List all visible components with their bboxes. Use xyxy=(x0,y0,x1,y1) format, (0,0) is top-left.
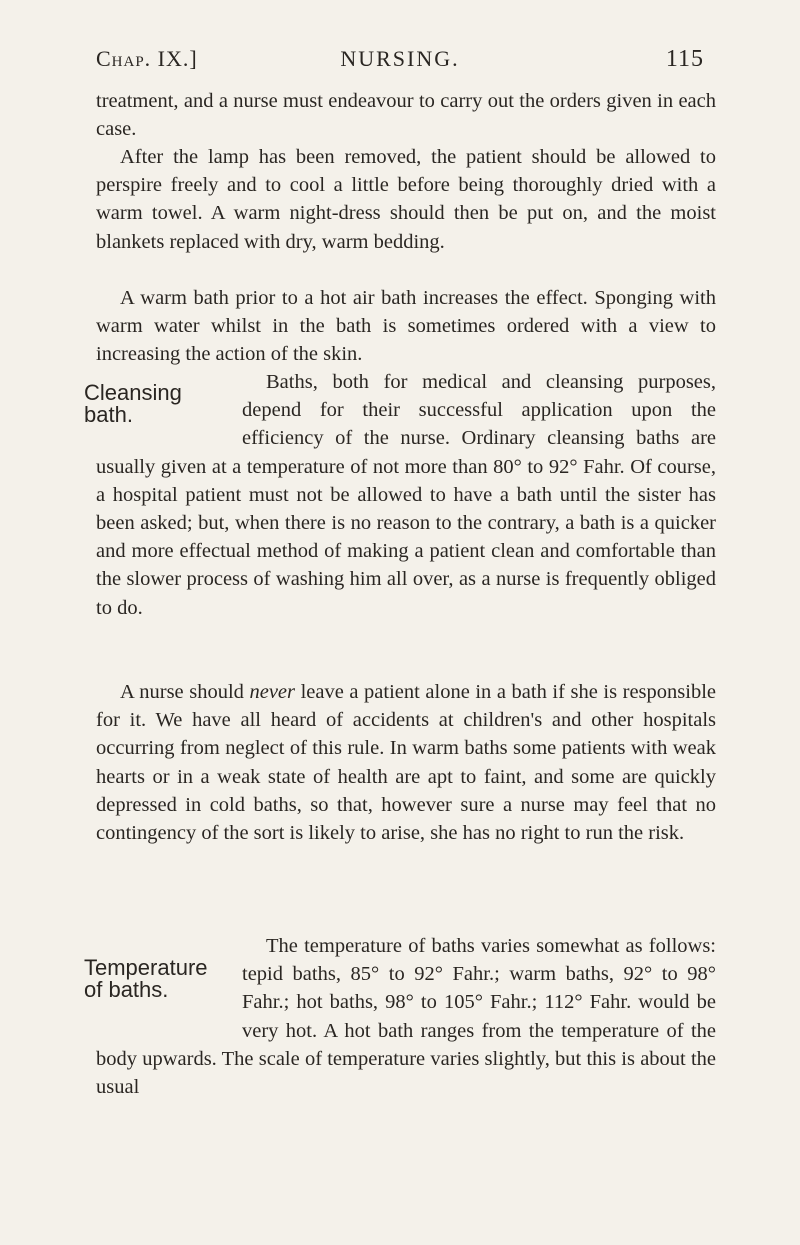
sidenote-temperature-of-baths: Temperature of baths. xyxy=(84,955,208,1002)
chapter-label: Chap. IX.] xyxy=(96,46,198,71)
running-head xyxy=(96,46,704,76)
paragraph-4 xyxy=(96,368,716,622)
paragraph-3: A warm bath prior to a hot air bath increases the effect. Sponging with warm water whilst in the bath is sometimes ordered with a view to increasing the action of the skin. xyxy=(96,287,716,366)
paragraph-6-text: The temperature of baths varies somewhat as follows: tepid baths, 85° to 92° Fahr.; warm baths, 92° to 98° Fahr.; hot baths, 98° to 105° Fahr.; 112° Fahr. would be very hot. A hot bath ranges from the temperature of the body upwards. The scale of temperature varies slightly, but this is about the usual xyxy=(96,935,716,1099)
paragraph-1: treatment, and a nurse must endeavour to carry out the orders given in each case. xyxy=(96,90,716,141)
paragraph-5-start: A nurse should xyxy=(120,681,250,703)
paragraph-4-text: Baths, both for medical and cleansing purposes, depend for their successful application upon the efficiency of the nurse. Ordinary cleansing baths are usually given at a temperature of not more than 80° to 92° Fahr. Of course, a hospital patient must not be allowed to have a bath until the sister has been asked; but, when there is no reason to the contrary, a bath is a quicker and more effectual method of making a patient clean and comfortable than the slower process of washing him all over, as a nurse is frequently obliged to do. xyxy=(96,371,716,619)
paragraph-6 xyxy=(96,932,716,1101)
emphasis-never: never xyxy=(249,681,295,703)
running-title: NURSING. xyxy=(340,46,460,71)
sidenote-cleansing-bath: Cleansing bath. xyxy=(84,380,182,427)
page-number: 115 xyxy=(665,46,704,72)
sidenote-spacer xyxy=(96,932,242,1044)
paragraph-5-rest: leave a patient alone in a bath if she is responsible for it. We have all heard of accidents at children's and other hospitals occurring from neglect of this rule. In warm baths some patients with weak hearts or in a weak state of health are apt to faint, and some are quickly depressed in cold baths, so that, however sure a nurse may feel that no contingency of the sort is likely to arise, she has no right to run the risk. xyxy=(96,681,716,845)
sidenote-spacer xyxy=(96,368,242,452)
paragraph-2: After the lamp has been removed, the patient should be allowed to perspire freely and to cool a little before being thoroughly dried with a warm towel. A warm night-dress should then be put on, and the moist blankets replaced with dry, warm bedding. xyxy=(96,146,716,253)
paragraph-5 xyxy=(96,678,716,847)
